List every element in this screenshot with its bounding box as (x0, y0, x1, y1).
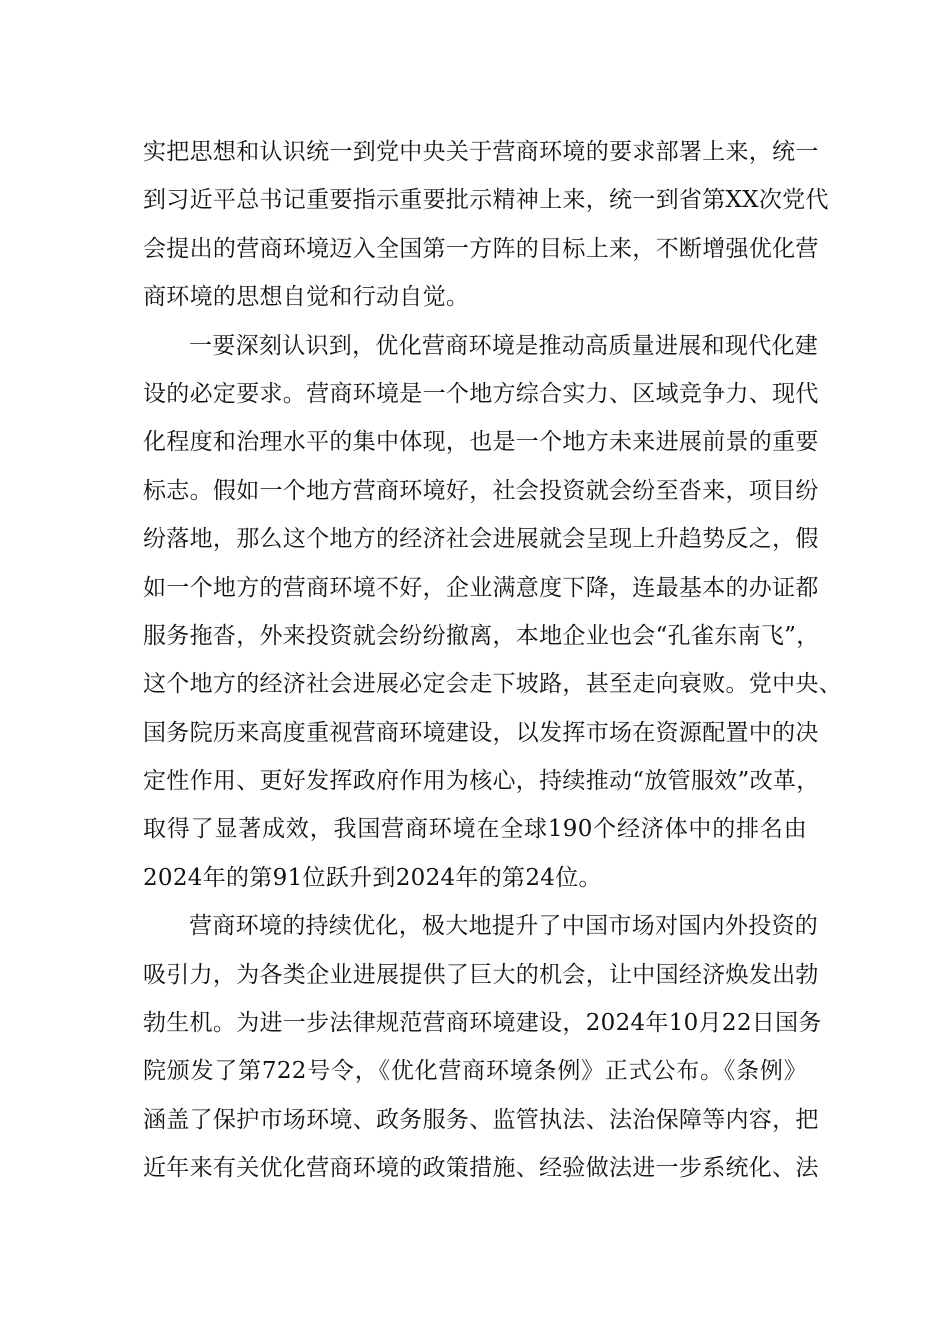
text-line: 吸引力，为各类企业进展提供了巨大的机会，让中国经济焕发出勃 (143, 961, 819, 988)
text-line: 院颁发了第722号令，《优化营商环境条例》正式公布。《条例》 (143, 1058, 807, 1085)
document-body (143, 128, 842, 1193)
text-line: 实把思想和认识统一到党中央关于营商环境的要求部署上来，统一 (143, 139, 819, 165)
text-line: 纷落地，那么这个地方的经济社会进展就会呈现上升趋势反之，假 (143, 526, 819, 553)
text-line: 近年来有关优化营商环境的政策措施、经验做法进一步系统化、法 (143, 1155, 819, 1182)
text-line: 国务院历来高度重视营商环境建设，以发挥市场在资源配置中的决 (143, 719, 819, 746)
text-line: 取得了显著成效，我国营商环境在全球190个经济体中的排名由 (143, 816, 807, 843)
text-line: 到习近平总书记重要指示重要批示精神上来，统一到省第XX次党代 (143, 187, 829, 214)
text-line: 如一个地方的营商环境不好，企业满意度下降，连最基本的办证都 (143, 574, 819, 601)
text-line: 定性作用、更好发挥政府作用为核心，持续推动“放管服效”改革， (143, 768, 820, 795)
text-line: 营商环境的持续优化，极大地提升了中国市场对国内外投资的 (189, 913, 819, 940)
text-line: 这个地方的经济社会进展必定会走下坡路，甚至走向衰败。党中央、 (143, 671, 842, 698)
text-line: 化程度和治理水平的集中体现，也是一个地方未来进展前景的重要 (143, 429, 819, 456)
text-line: 商环境的思想自觉和行动自觉。 (143, 284, 470, 311)
text-line: 设的必定要求。营商环境是一个地方综合实力、区域竞争力、现代 (143, 380, 819, 407)
text-line: 涵盖了保护市场环境、政务服务、监管执法、法治保障等内容，把 (143, 1106, 819, 1133)
text-line: 标志。假如一个地方营商环境好，社会投资就会纷至沓来，项目纷 (143, 477, 819, 504)
text-line: 2024年的第91位跃升到2024年的第24位。 (143, 864, 602, 891)
text-line: 一要深刻认识到，优化营商环境是推动高质量进展和现代化建 (189, 332, 819, 359)
text-line: 勃生机。为进一步法律规范营商环境建设，2024年10月22日国务 (143, 1010, 822, 1037)
text-line: 会提出的营商环境迈入全国第一方阵的目标上来，不断增强优化营 (143, 235, 819, 262)
text-line: 服务拖沓，外来投资就会纷纷撤离，本地企业也会“孔雀东南飞”， (143, 622, 820, 649)
